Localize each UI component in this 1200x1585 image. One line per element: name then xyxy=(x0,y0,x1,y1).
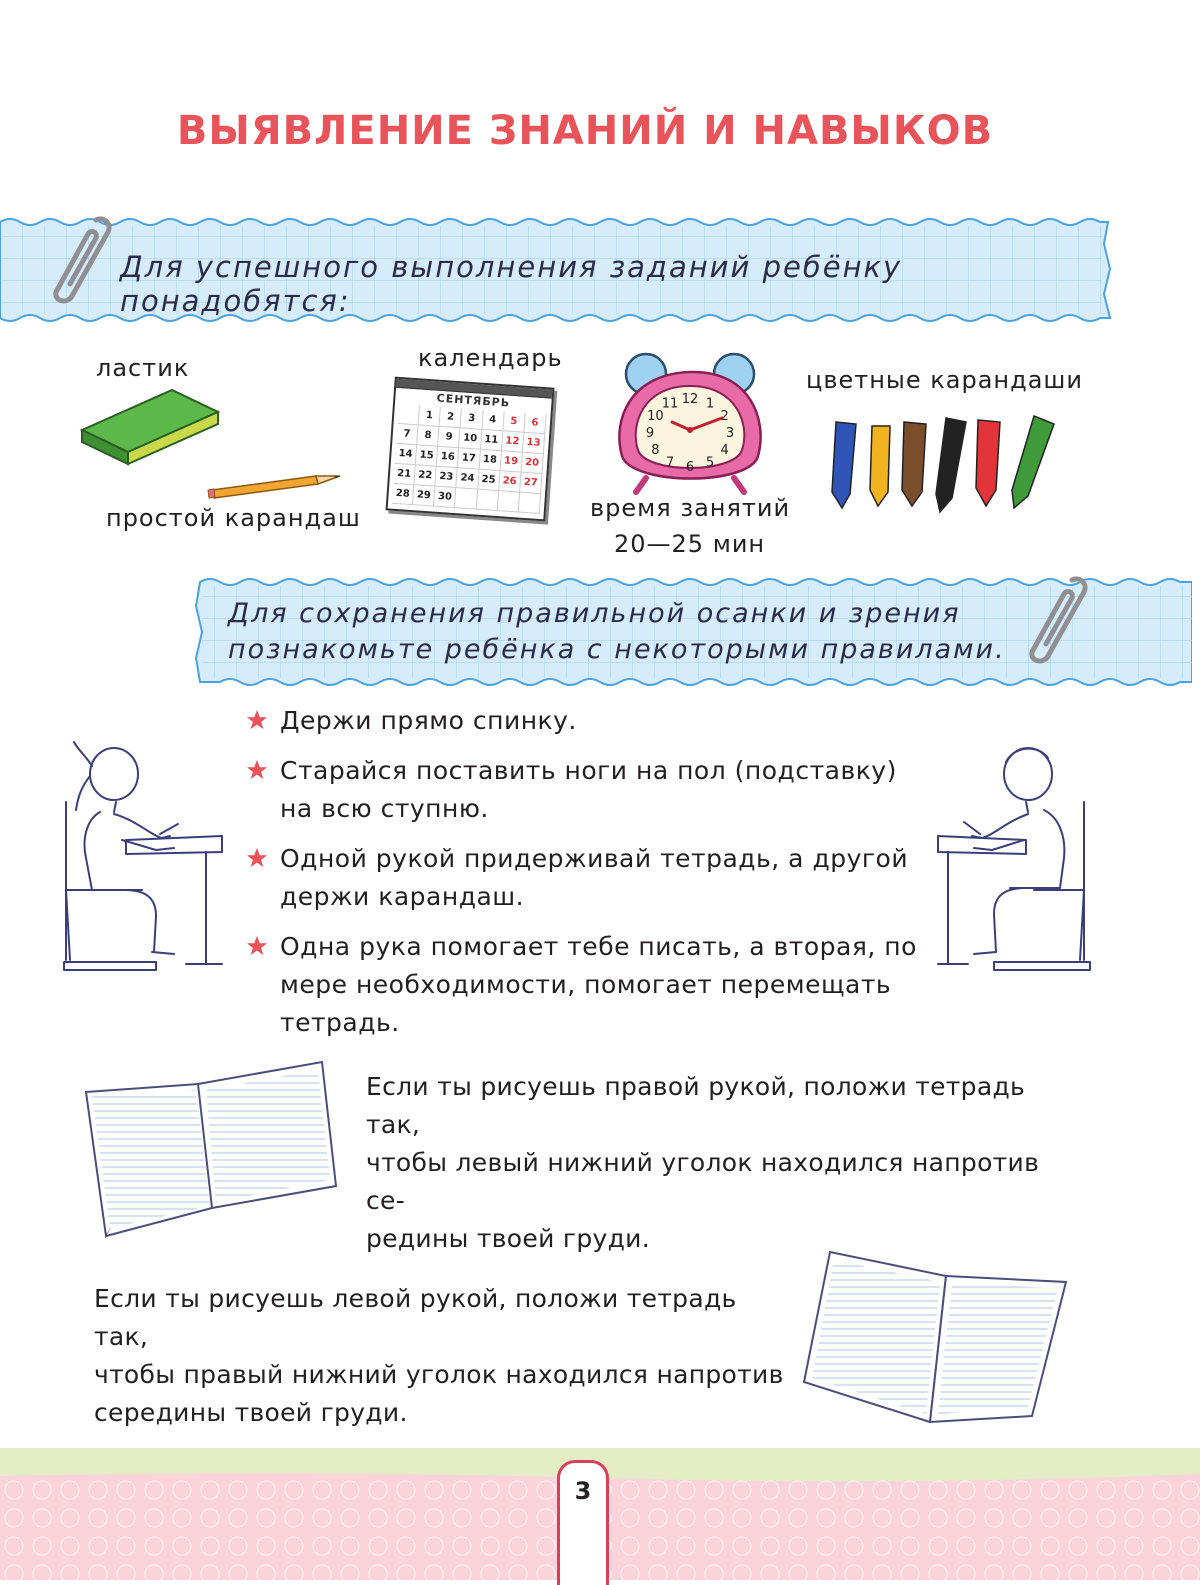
calendar-day: 8 xyxy=(417,425,439,446)
calendar-day xyxy=(476,490,498,511)
calendar-day: 4 xyxy=(482,410,504,431)
calendar-day: 25 xyxy=(478,470,500,491)
pencil-label: простой карандаш xyxy=(106,504,361,532)
clock-numeral: 8 xyxy=(651,443,660,458)
right-hand-line: Если ты рисуешь правой рукой, положи тетрадь так, xyxy=(366,1072,1026,1139)
calendar-day: 27 xyxy=(520,473,542,494)
clock-numeral: 5 xyxy=(705,455,715,471)
calendar-icon xyxy=(386,377,555,522)
calendar-day: 22 xyxy=(414,465,436,486)
right-hand-line: чтобы левый нижний уголок находился напротив се- xyxy=(366,1148,1040,1215)
supplies-banner xyxy=(0,214,1115,326)
right-hand-paragraph xyxy=(366,1068,1086,1258)
alarm-clock-icon xyxy=(612,346,768,496)
clock-numeral: 12 xyxy=(681,392,699,407)
star-bullet-icon xyxy=(246,935,268,957)
left-hand-line: середины твоей груди. xyxy=(94,1398,408,1427)
left-hand-paragraph xyxy=(94,1280,794,1432)
left-hand-line: чтобы правый нижний уголок находился напротив xyxy=(94,1360,784,1389)
calendar-day xyxy=(398,404,420,425)
clock-numeral: 9 xyxy=(645,426,655,441)
calendar-day: 18 xyxy=(479,450,501,471)
left-hand-line: Если ты рисуешь левой рукой, положи тетрадь так, xyxy=(94,1284,737,1351)
calendar-day: 2 xyxy=(440,407,462,428)
paperclip-icon xyxy=(1020,572,1092,664)
rule-item xyxy=(246,702,926,740)
supplies-banner-text: Для успешного выполнения заданий ребёнку понадобятся: xyxy=(120,250,903,318)
posture-banner-line1: Для сохранения правильной осанки и зрения xyxy=(228,598,961,629)
calendar-day xyxy=(519,493,541,514)
rule-text: Одна рука помогает тебе писать, а вторая, по мере необходимости, помогает перемещать тетрадь. xyxy=(280,932,917,1037)
calendar-day: 19 xyxy=(500,451,522,472)
posture-rules-list xyxy=(246,702,926,1054)
calendar-day: 9 xyxy=(438,427,460,448)
page-number: 3 xyxy=(557,1460,609,1585)
clock-numeral: 11 xyxy=(661,396,679,412)
calendar-month: СЕНТЯБРЬ xyxy=(436,391,511,410)
calendar-day: 29 xyxy=(413,485,435,506)
eraser-label: ластик xyxy=(96,354,190,382)
calendar-day: 12 xyxy=(502,431,524,452)
calendar-label: календарь xyxy=(418,344,563,372)
time-value: 20—25 мин xyxy=(614,530,766,558)
eraser-icon xyxy=(76,386,222,466)
calendar-day: 28 xyxy=(392,484,414,505)
calendar-day: 20 xyxy=(521,453,543,474)
calendar-day: 6 xyxy=(524,413,546,434)
rule-item xyxy=(246,840,926,916)
calendar-day xyxy=(497,491,519,512)
clock-numeral: 1 xyxy=(705,396,715,412)
right-hand-line: редины твоей груди. xyxy=(366,1224,650,1253)
calendar-days xyxy=(388,404,551,515)
calendar-day: 24 xyxy=(457,468,479,489)
clock-numeral: 7 xyxy=(665,455,675,471)
colored-pencils-icon xyxy=(828,412,1064,520)
colored-pencils-label: цветные карандаши xyxy=(806,366,1083,394)
calendar-day: 5 xyxy=(503,411,525,432)
calendar-day: 3 xyxy=(461,408,483,429)
clock-numeral: 10 xyxy=(647,409,664,424)
calendar-day: 21 xyxy=(393,464,415,485)
calendar-day: 7 xyxy=(396,424,418,445)
calendar-day: 13 xyxy=(523,433,545,454)
paperclip-icon xyxy=(44,212,116,304)
notebook-left-hand-illustration xyxy=(800,1246,1072,1430)
clock-numeral: 2 xyxy=(720,409,729,424)
rule-text: Держи прямо спинку. xyxy=(280,706,577,735)
rule-item xyxy=(246,928,926,1042)
star-bullet-icon xyxy=(246,709,268,731)
calendar-day: 11 xyxy=(481,430,503,451)
notebook-right-hand-illustration xyxy=(82,1056,340,1242)
rule-text: Старайся поставить ноги на пол (подставку) на всю ступню. xyxy=(280,756,897,823)
calendar-day: 14 xyxy=(395,444,417,465)
star-bullet-icon xyxy=(246,759,268,781)
boy-at-desk-illustration xyxy=(934,740,1094,980)
calendar-day: 26 xyxy=(499,471,521,492)
clock-numeral: 3 xyxy=(725,426,735,441)
girl-at-desk-illustration xyxy=(56,740,226,980)
time-label: время занятий xyxy=(590,494,791,522)
pencil-icon xyxy=(206,470,346,500)
clock-numeral: 6 xyxy=(685,460,695,475)
page-title: ВЫЯВЛЕНИЕ ЗНАНИЙ И НАВЫКОВ xyxy=(176,108,994,154)
posture-banner-line2: познакомьте ребёнка с некоторыми правилами. xyxy=(228,634,1006,665)
calendar-day: 30 xyxy=(434,487,456,508)
rule-text: Одной рукой придерживай тетрадь, а другой держи карандаш. xyxy=(280,844,909,911)
calendar-day: 10 xyxy=(459,428,481,449)
calendar-day xyxy=(455,488,477,509)
calendar-day: 16 xyxy=(437,447,459,468)
calendar-day: 17 xyxy=(458,448,480,469)
rule-item xyxy=(246,752,926,828)
calendar-day: 1 xyxy=(419,405,441,426)
star-bullet-icon xyxy=(246,847,268,869)
calendar-day: 23 xyxy=(436,467,458,488)
calendar-day: 15 xyxy=(416,445,438,466)
clock-numeral: 4 xyxy=(720,443,729,458)
